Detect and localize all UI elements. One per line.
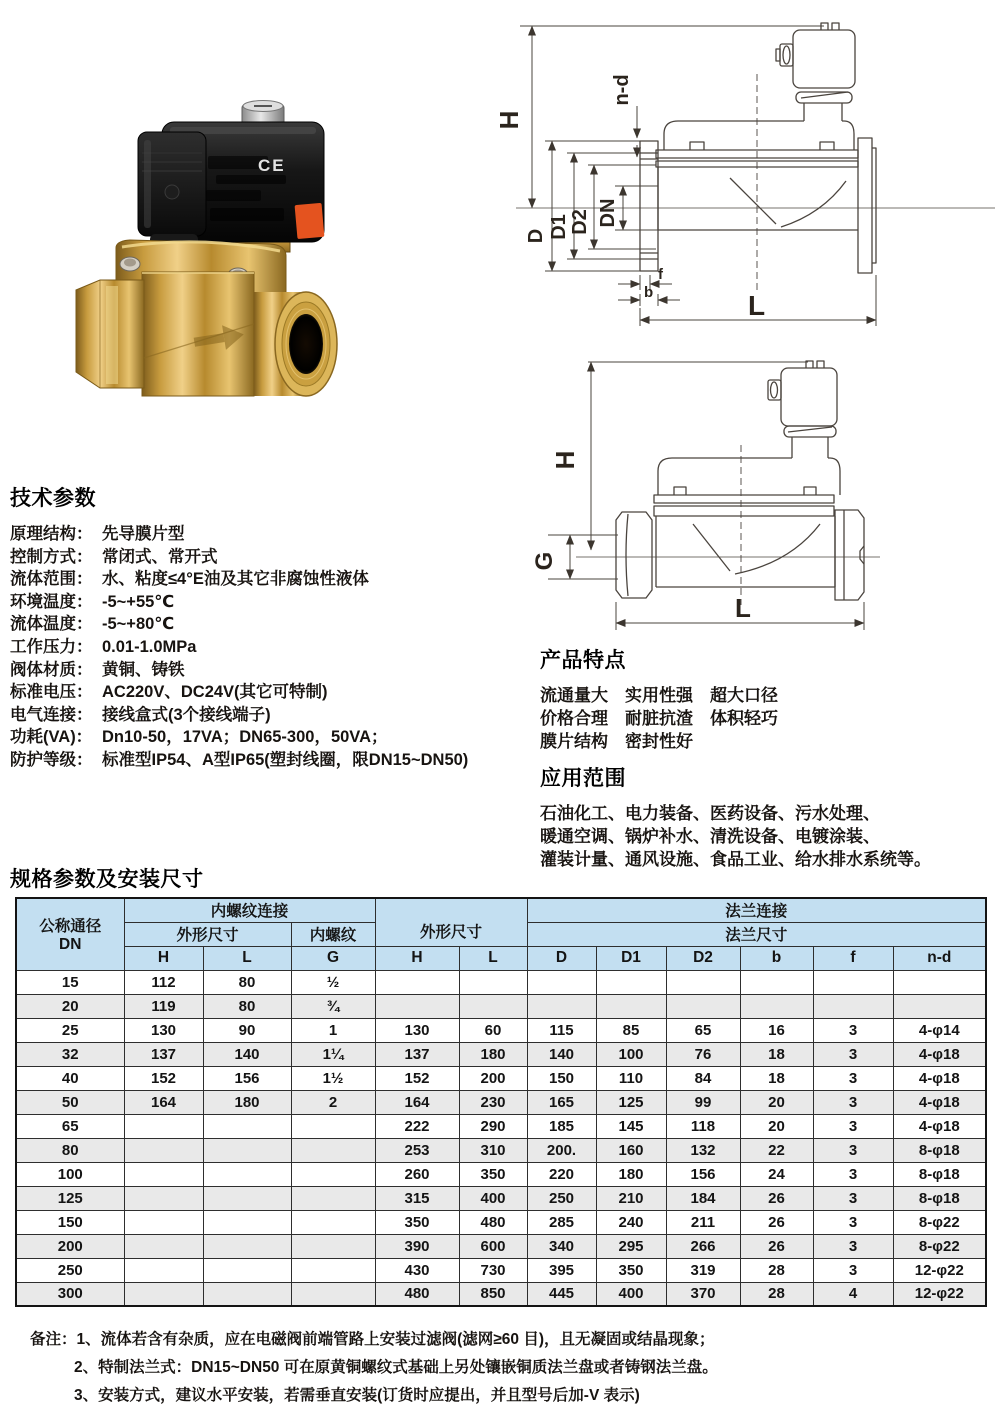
col-header-h1: H <box>124 946 203 970</box>
spec-value-cell <box>813 994 893 1018</box>
spec-value-cell: 600 <box>459 1234 527 1258</box>
param-value: AC220V、DC24V(其它可特制) <box>102 683 328 702</box>
spec-value-cell: 60 <box>459 1018 527 1042</box>
spec-table <box>15 897 987 1307</box>
threaded-dimension-labels <box>531 451 751 623</box>
tech-params-section <box>10 482 520 772</box>
application-line: 石油化工、电力装备、医药设备、污水处理、 <box>540 804 880 823</box>
spec-value-cell: 350 <box>459 1162 527 1186</box>
spec-value-cell: 145 <box>596 1114 666 1138</box>
param-label: 原理结构： <box>10 525 93 543</box>
param-value: 0.01-1.0MPa <box>102 637 197 656</box>
note-line <box>74 1382 990 1410</box>
table-row <box>16 1066 986 1090</box>
spec-value-cell: 156 <box>666 1162 740 1186</box>
col-header-b: b <box>740 946 813 970</box>
spec-value-cell: 3 <box>813 1066 893 1090</box>
spec-value-cell <box>124 1258 203 1282</box>
table-row <box>16 1234 986 1258</box>
valve-body <box>76 272 337 396</box>
spec-value-cell: 137 <box>375 1042 459 1066</box>
spec-value-cell: 180 <box>459 1042 527 1066</box>
spec-value-cell: 266 <box>666 1234 740 1258</box>
col-header-g: G <box>291 946 375 970</box>
tech-param-row <box>10 726 520 749</box>
spec-value-cell: 160 <box>596 1138 666 1162</box>
table-row <box>16 1018 986 1042</box>
spec-value-cell: 18 <box>740 1066 813 1090</box>
applications-title: 应用范围 <box>540 767 626 790</box>
spec-value-cell: 140 <box>527 1042 596 1066</box>
spec-value-cell: 2 <box>291 1090 375 1114</box>
spec-value-cell: 8-φ18 <box>893 1186 986 1210</box>
param-label: 防护等级： <box>10 750 93 769</box>
col-header-d1: D1 <box>596 946 666 970</box>
col-header-l1: L <box>203 946 291 970</box>
spec-value-cell: 390 <box>375 1234 459 1258</box>
col-header-nd: n-d <box>893 946 986 970</box>
spec-value-cell <box>124 1138 203 1162</box>
ce-mark: CE <box>258 156 286 175</box>
tech-param-row <box>10 636 520 659</box>
dn-value-cell: 300 <box>16 1282 124 1306</box>
spec-value-cell <box>203 1282 291 1306</box>
tech-param-row <box>10 659 520 682</box>
param-value: 水、粘度≤4°E油及其它非腐蚀性液体 <box>102 570 369 589</box>
spec-value-cell: 80 <box>203 970 291 994</box>
dim-label-dn: DN <box>597 198 619 228</box>
col-header-f: f <box>813 946 893 970</box>
spec-value-cell <box>124 1210 203 1234</box>
dn-value-cell: 20 <box>16 994 124 1018</box>
note-text: 2、特制法兰式：DN15~DN50 可在原黄铜螺纹式基础上另处镶嵌铜质法兰盘或者铸钢法兰盘。 <box>74 1359 718 1376</box>
dn-value-cell: 250 <box>16 1258 124 1282</box>
spec-value-cell <box>740 970 813 994</box>
feature-line: 价格合理 耐脏抗渣 体积轻巧 <box>540 709 778 728</box>
spec-value-cell: 180 <box>203 1090 291 1114</box>
spec-value-cell: 80 <box>203 994 291 1018</box>
spec-value-cell: 24 <box>740 1162 813 1186</box>
tech-param-row <box>10 613 520 636</box>
spec-value-cell: 4-φ18 <box>893 1066 986 1090</box>
spec-value-cell <box>666 970 740 994</box>
dn-value-cell: 15 <box>16 970 124 994</box>
table-row <box>16 970 986 994</box>
dim-label-b: b <box>644 284 654 301</box>
spec-value-cell: 119 <box>124 994 203 1018</box>
col-header-h2: H <box>375 946 459 970</box>
dn-value-cell: 125 <box>16 1186 124 1210</box>
spec-value-cell: 480 <box>459 1210 527 1234</box>
spec-value-cell <box>203 1186 291 1210</box>
spec-value-cell <box>527 970 596 994</box>
spec-value-cell: 100 <box>596 1042 666 1066</box>
threaded-valve-outline <box>616 361 864 600</box>
col-header-l2: L <box>459 946 527 970</box>
spec-value-cell <box>527 994 596 1018</box>
spec-value-cell: ¾ <box>291 994 375 1018</box>
spec-value-cell: 150 <box>527 1066 596 1090</box>
spec-value-cell <box>291 1282 375 1306</box>
features-title: 产品特点 <box>540 649 626 672</box>
param-label: 阀体材质： <box>10 660 93 679</box>
application-line: 灌装计量、通风设施、食品工业、给水排水系统等。 <box>540 850 931 869</box>
spec-value-cell <box>291 1258 375 1282</box>
spec-value-cell <box>291 1234 375 1258</box>
features-section <box>540 644 995 871</box>
flanged-valve-drawing <box>490 8 1000 340</box>
note-line <box>30 1326 990 1354</box>
param-value: -5~+55℃ <box>102 592 175 611</box>
spec-value-cell: 350 <box>596 1258 666 1282</box>
tech-param-row <box>10 546 520 569</box>
spec-value-cell <box>459 970 527 994</box>
spec-value-cell <box>124 1114 203 1138</box>
spec-value-cell <box>124 1162 203 1186</box>
spec-value-cell: 4-φ18 <box>893 1114 986 1138</box>
valve-photo <box>58 96 436 426</box>
spec-value-cell <box>124 1282 203 1306</box>
param-label: 功耗(VA)： <box>10 728 93 747</box>
spec-value-cell: 137 <box>124 1042 203 1066</box>
spec-table-body <box>16 970 986 1306</box>
dim-label-h: H <box>550 450 580 470</box>
spec-value-cell <box>124 1186 203 1210</box>
tech-param-row <box>10 749 520 772</box>
spec-value-cell <box>203 1138 291 1162</box>
spec-value-cell: 430 <box>375 1258 459 1282</box>
spec-value-cell: 3 <box>813 1018 893 1042</box>
threaded-valve-drawing <box>488 340 993 640</box>
param-label: 控制方式： <box>10 547 93 566</box>
feature-line: 膜片结构 密封性好 <box>540 732 693 751</box>
spec-value-cell: 140 <box>203 1042 291 1066</box>
dn-value-cell: 65 <box>16 1114 124 1138</box>
tech-param-row <box>10 704 520 727</box>
spec-value-cell: 445 <box>527 1282 596 1306</box>
spec-value-cell: 130 <box>375 1018 459 1042</box>
tech-param-row <box>10 681 520 704</box>
application-line: 暖通空调、锅炉补水、清洗设备、电镀涂装、 <box>540 827 880 846</box>
spec-value-cell: 310 <box>459 1138 527 1162</box>
spec-value-cell: 290 <box>459 1114 527 1138</box>
spec-value-cell <box>203 1234 291 1258</box>
spec-value-cell <box>375 994 459 1018</box>
threaded-dimension-lines <box>548 362 880 630</box>
spec-value-cell <box>740 994 813 1018</box>
spec-value-cell: ½ <box>291 970 375 994</box>
param-label: 流体温度： <box>10 615 93 634</box>
spec-value-cell: 315 <box>375 1186 459 1210</box>
spec-value-cell <box>596 994 666 1018</box>
param-value: 先导膜片型 <box>102 525 185 543</box>
tech-params-title: 技术参数 <box>10 487 96 510</box>
spec-value-cell: 152 <box>124 1066 203 1090</box>
threaded-bore <box>289 314 323 374</box>
dn-value-cell: 80 <box>16 1138 124 1162</box>
param-value: 接线盒式(3个接线端子) <box>102 705 271 724</box>
spec-value-cell: 220 <box>527 1162 596 1186</box>
dim-label-h: H <box>494 110 524 130</box>
param-label: 工作压力： <box>10 637 93 656</box>
spec-value-cell: 210 <box>596 1186 666 1210</box>
spec-value-cell <box>291 1162 375 1186</box>
spec-value-cell: 130 <box>124 1018 203 1042</box>
spec-value-cell: 164 <box>124 1090 203 1114</box>
spec-value-cell: 4 <box>813 1282 893 1306</box>
param-value: Dn10-50，17VA；DN65-300，50VA； <box>102 728 388 747</box>
notes-prefix: 备注： <box>30 1331 77 1348</box>
tech-param-row <box>10 568 520 591</box>
spec-value-cell: 184 <box>666 1186 740 1210</box>
dim-label-nd: n-d <box>611 74 633 106</box>
dn-value-cell: 40 <box>16 1066 124 1090</box>
spec-value-cell: 240 <box>596 1210 666 1234</box>
param-label: 流体范围： <box>10 570 93 589</box>
spec-value-cell: 3 <box>813 1114 893 1138</box>
dn-value-cell: 100 <box>16 1162 124 1186</box>
spec-value-cell: 90 <box>203 1018 291 1042</box>
table-row <box>16 1282 986 1306</box>
spec-value-cell: 4-φ18 <box>893 1090 986 1114</box>
spec-value-cell <box>203 1162 291 1186</box>
spec-value-cell: 3 <box>813 1258 893 1282</box>
spec-value-cell: 85 <box>596 1018 666 1042</box>
spec-value-cell: 8-φ22 <box>893 1234 986 1258</box>
spec-value-cell <box>291 1114 375 1138</box>
param-label: 标准电压： <box>10 683 93 702</box>
spec-value-cell: 156 <box>203 1066 291 1090</box>
spec-value-cell: 132 <box>666 1138 740 1162</box>
flanged-valve-outline <box>640 23 876 273</box>
spec-value-cell: 28 <box>740 1258 813 1282</box>
spec-value-cell: 84 <box>666 1066 740 1090</box>
table-row <box>16 1042 986 1066</box>
spec-value-cell: 250 <box>527 1186 596 1210</box>
dim-label-f: f <box>658 266 663 283</box>
spec-value-cell: 350 <box>375 1210 459 1234</box>
bonnet-bolt <box>120 257 140 271</box>
note-text: 1、流体若含有杂质，应在电磁阀前端管路上安装过滤阀(滤网≥60 目)，且无凝固或结晶现象； <box>76 1331 715 1348</box>
dim-label-l: L <box>748 290 766 321</box>
dn-value-cell: 50 <box>16 1090 124 1114</box>
spec-value-cell: 180 <box>596 1162 666 1186</box>
spec-value-cell: 3 <box>813 1186 893 1210</box>
spec-value-cell <box>203 1114 291 1138</box>
spec-value-cell: 1¼ <box>291 1042 375 1066</box>
spec-value-cell: 211 <box>666 1210 740 1234</box>
param-label: 电气连接： <box>10 705 93 724</box>
spec-value-cell <box>596 970 666 994</box>
spec-value-cell <box>666 994 740 1018</box>
spec-value-cell: 3 <box>813 1210 893 1234</box>
spec-value-cell: 222 <box>375 1114 459 1138</box>
note-text: 3、安装方式，建议水平安装，若需垂直安装(订货时应提出，并且型号后加-V 表示) <box>74 1387 640 1404</box>
spec-value-cell: 4-φ14 <box>893 1018 986 1042</box>
dn-value-cell: 150 <box>16 1210 124 1234</box>
spec-value-cell: 253 <box>375 1138 459 1162</box>
tech-param-row <box>10 591 520 614</box>
spec-value-cell <box>203 1210 291 1234</box>
spec-value-cell: 118 <box>666 1114 740 1138</box>
spec-value-cell: 165 <box>527 1090 596 1114</box>
spec-value-cell: 285 <box>527 1210 596 1234</box>
spec-value-cell: 8-φ22 <box>893 1210 986 1234</box>
spec-value-cell: 65 <box>666 1018 740 1042</box>
spec-value-cell: 395 <box>527 1258 596 1282</box>
spec-value-cell <box>291 1138 375 1162</box>
spec-value-cell <box>813 970 893 994</box>
param-value: 黄铜、铸铁 <box>102 660 185 679</box>
spec-value-cell: 319 <box>666 1258 740 1282</box>
spec-value-cell: 200. <box>527 1138 596 1162</box>
spec-value-cell <box>124 1234 203 1258</box>
table-row <box>16 1138 986 1162</box>
dim-label-g: G <box>531 551 558 571</box>
spec-value-cell <box>893 994 986 1018</box>
table-row <box>16 1258 986 1282</box>
spec-table-container <box>15 897 985 1307</box>
param-value: 标准型IP54、A型IP65(塑封线圈，限DN15~DN50) <box>102 750 469 769</box>
spec-value-cell: 115 <box>527 1018 596 1042</box>
spec-value-cell: 12-φ22 <box>893 1258 986 1282</box>
header-thread-outline: 外形尺寸 <box>124 922 291 946</box>
spec-value-cell: 3 <box>813 1090 893 1114</box>
spec-value-cell: 8-φ18 <box>893 1162 986 1186</box>
spec-value-cell: 16 <box>740 1018 813 1042</box>
feature-line: 流通量大 实用性强 超大口径 <box>540 686 778 705</box>
spec-value-cell <box>375 970 459 994</box>
spec-value-cell: 3 <box>813 1042 893 1066</box>
spec-value-cell: 730 <box>459 1258 527 1282</box>
spec-value-cell: 26 <box>740 1186 813 1210</box>
orange-label <box>295 203 325 239</box>
dim-label-d: D <box>525 228 547 244</box>
spec-value-cell <box>893 970 986 994</box>
param-value: -5~+80℃ <box>102 615 175 634</box>
dim-label-d1: D1 <box>548 214 570 240</box>
spec-value-cell: 400 <box>459 1186 527 1210</box>
col-header-d2: D2 <box>666 946 740 970</box>
param-label: 环境温度： <box>10 592 93 611</box>
spec-value-cell: 480 <box>375 1282 459 1306</box>
table-row <box>16 1114 986 1138</box>
spec-value-cell: 3 <box>813 1234 893 1258</box>
dn-value-cell: 200 <box>16 1234 124 1258</box>
param-value: 常闭式、常开式 <box>102 547 218 566</box>
table-row <box>16 1210 986 1234</box>
spec-value-cell: 1 <box>291 1018 375 1042</box>
dn-value-cell: 32 <box>16 1042 124 1066</box>
spec-value-cell: 185 <box>527 1114 596 1138</box>
header-thread-col: 内螺纹 <box>291 922 375 946</box>
table-row <box>16 1186 986 1210</box>
spec-value-cell: 850 <box>459 1282 527 1306</box>
header-flange-dims: 法兰尺寸 <box>527 922 986 946</box>
spec-value-cell: 152 <box>375 1066 459 1090</box>
spec-value-cell: 12-φ22 <box>893 1282 986 1306</box>
header-dn <box>16 898 124 970</box>
table-row <box>16 1162 986 1186</box>
spec-value-cell: 3 <box>813 1162 893 1186</box>
spec-value-cell: 110 <box>596 1066 666 1090</box>
table-row <box>16 1090 986 1114</box>
spec-value-cell: 20 <box>740 1114 813 1138</box>
spec-value-cell: 400 <box>596 1282 666 1306</box>
spec-value-cell: 260 <box>375 1162 459 1186</box>
spec-value-cell: 28 <box>740 1282 813 1306</box>
spec-value-cell <box>459 994 527 1018</box>
dn-value-cell: 25 <box>16 1018 124 1042</box>
note-line <box>74 1354 990 1382</box>
spec-value-cell <box>291 1210 375 1234</box>
spec-value-cell: 340 <box>527 1234 596 1258</box>
notes-section <box>30 1326 990 1410</box>
dim-label-l: L <box>735 593 751 623</box>
spec-value-cell <box>291 1186 375 1210</box>
spec-value-cell: 230 <box>459 1090 527 1114</box>
col-header-d: D <box>527 946 596 970</box>
spec-table-title: 规格参数及安装尺寸 <box>10 868 204 891</box>
table-row <box>16 994 986 1018</box>
header-flange-outline: 外形尺寸 <box>375 898 527 946</box>
dim-label-d2: D2 <box>569 209 591 235</box>
spec-value-cell: 26 <box>740 1234 813 1258</box>
spec-value-cell: 22 <box>740 1138 813 1162</box>
spec-value-cell: 370 <box>666 1282 740 1306</box>
spec-value-cell: 1½ <box>291 1066 375 1090</box>
header-dn-line1: 公称通径 <box>39 918 102 936</box>
spec-value-cell: 76 <box>666 1042 740 1066</box>
spec-value-cell: 3 <box>813 1138 893 1162</box>
spec-value-cell: 125 <box>596 1090 666 1114</box>
header-thread-group: 内螺纹连接 <box>124 898 375 922</box>
spec-value-cell: 18 <box>740 1042 813 1066</box>
flanged-dimension-lines <box>516 26 995 326</box>
spec-value-cell: 200 <box>459 1066 527 1090</box>
spec-value-cell: 99 <box>666 1090 740 1114</box>
spec-value-cell <box>203 1258 291 1282</box>
spec-value-cell: 164 <box>375 1090 459 1114</box>
spec-value-cell: 295 <box>596 1234 666 1258</box>
spec-value-cell: 4-φ18 <box>893 1042 986 1066</box>
spec-value-cell: 20 <box>740 1090 813 1114</box>
header-dn-line2: DN <box>59 936 82 954</box>
tech-param-row <box>10 523 520 546</box>
spec-value-cell: 26 <box>740 1210 813 1234</box>
spec-value-cell: 112 <box>124 970 203 994</box>
spec-value-cell: 8-φ18 <box>893 1138 986 1162</box>
header-flange-group: 法兰连接 <box>527 898 986 922</box>
